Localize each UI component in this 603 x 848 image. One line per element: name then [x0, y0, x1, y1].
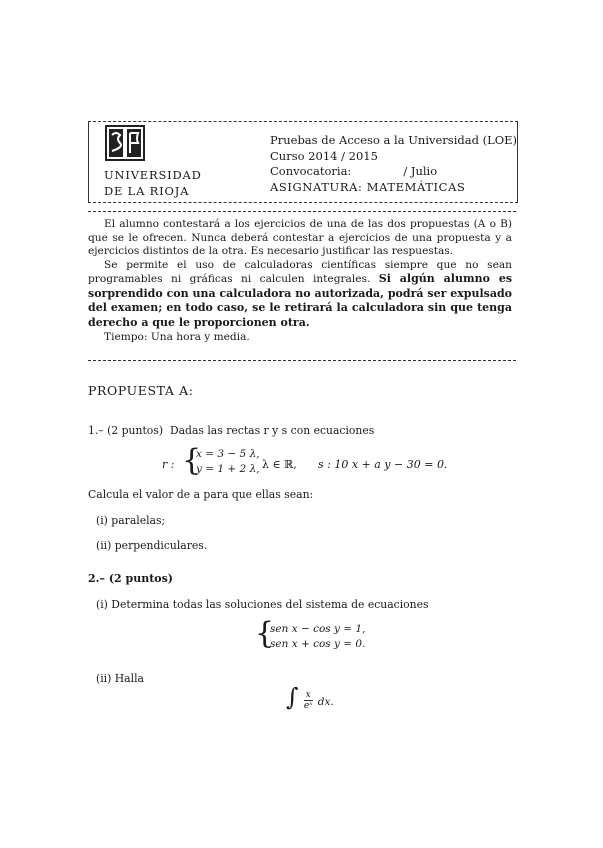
line-r-eq-2: y = 1 + 2 λ, — [196, 463, 260, 475]
question-1-prompt: Calcula el valor de a para que ellas sean: — [88, 488, 314, 501]
exam-convocatoria — [270, 164, 517, 180]
question-1-header — [88, 424, 374, 437]
question-2-part-i: (i) Determina todas las soluciones del sistema de ecuaciones — [96, 598, 429, 611]
exam-course: Curso 2014 / 2015 — [270, 148, 378, 163]
university-line-2: DE LA RIOJA — [104, 184, 190, 198]
convocatoria-label: Convocatoria: — [270, 164, 352, 178]
instructions-paragraph-1: El alumno contestará a los ejercicios de una de las dos propuestas (A o B) que se le ofrecen. Nunca deberá contestar a ejercicios de una propuesta y a ejercicios distintos de la otra. Es necesario justificar las respuestas. — [88, 218, 512, 257]
brace-icon: { — [255, 616, 275, 651]
question-1-part-ii: (ii) perpendiculares. — [96, 539, 208, 552]
integral-denominator: eˣ — [303, 701, 313, 711]
line-r-eq-1: x = 3 − 5 λ, — [196, 448, 260, 460]
integral-dx: dx. — [317, 696, 334, 708]
divider-top — [88, 211, 516, 212]
instructions — [88, 218, 512, 345]
proposal-title: PROPUESTA A: — [88, 383, 194, 398]
instructions-calculator-note: Se permite el uso de calculadoras científicas siempre que no sean programables ni gráficas ni calculen integrales. — [88, 258, 512, 285]
question-1-text: Dadas las rectas r y s con ecuaciones — [169, 424, 375, 437]
instructions-time: Tiempo: Una hora y media. — [104, 331, 250, 343]
question-1-label: 1.– (2 puntos) — [88, 424, 164, 437]
integral-sign-icon: ∫ — [286, 683, 299, 711]
question-1-part-i: (i) paralelas; — [96, 514, 166, 527]
exam-info — [270, 133, 517, 195]
university-line-1: UNIVERSIDAD — [104, 168, 202, 182]
integral-expression — [286, 683, 334, 711]
instructions-calculator-warning: Si algún alumno es sorprendido con una calculadora no autorizada, podrá ser expulsado del examen; en todo caso, se le retirará la calculadora sin que tenga derecho a que le proporcionen otra. — [88, 272, 513, 329]
brace-icon: { — [182, 443, 202, 478]
university-name — [104, 167, 202, 199]
university-logo-icon — [105, 125, 145, 161]
trig-eq-1: sen x − cos y = 1, — [270, 623, 366, 635]
convocatoria-month: / Julio — [403, 164, 438, 178]
integral-fraction — [304, 690, 313, 711]
trig-system — [270, 622, 365, 652]
integral-numerator: x — [305, 690, 311, 700]
exam-subject: ASIGNATURA: MATEMÁTICAS — [270, 179, 466, 194]
question-2-label: 2.– (2 puntos) — [88, 572, 174, 585]
divider-bottom — [88, 360, 516, 361]
trig-eq-2: sen x + cos y = 0. — [270, 638, 366, 650]
instructions-paragraph-2 — [88, 259, 512, 331]
line-s-equation: s : 10 x + a y − 30 = 0. — [318, 458, 448, 471]
line-r-system — [196, 447, 260, 477]
exam-title: Pruebas de Acceso a la Universidad (LOE) — [270, 133, 518, 147]
line-r-name: r : — [162, 458, 175, 471]
lambda-domain: λ ∈ ℝ, — [262, 458, 297, 471]
question-2-part-ii: (ii) Halla — [96, 672, 144, 685]
